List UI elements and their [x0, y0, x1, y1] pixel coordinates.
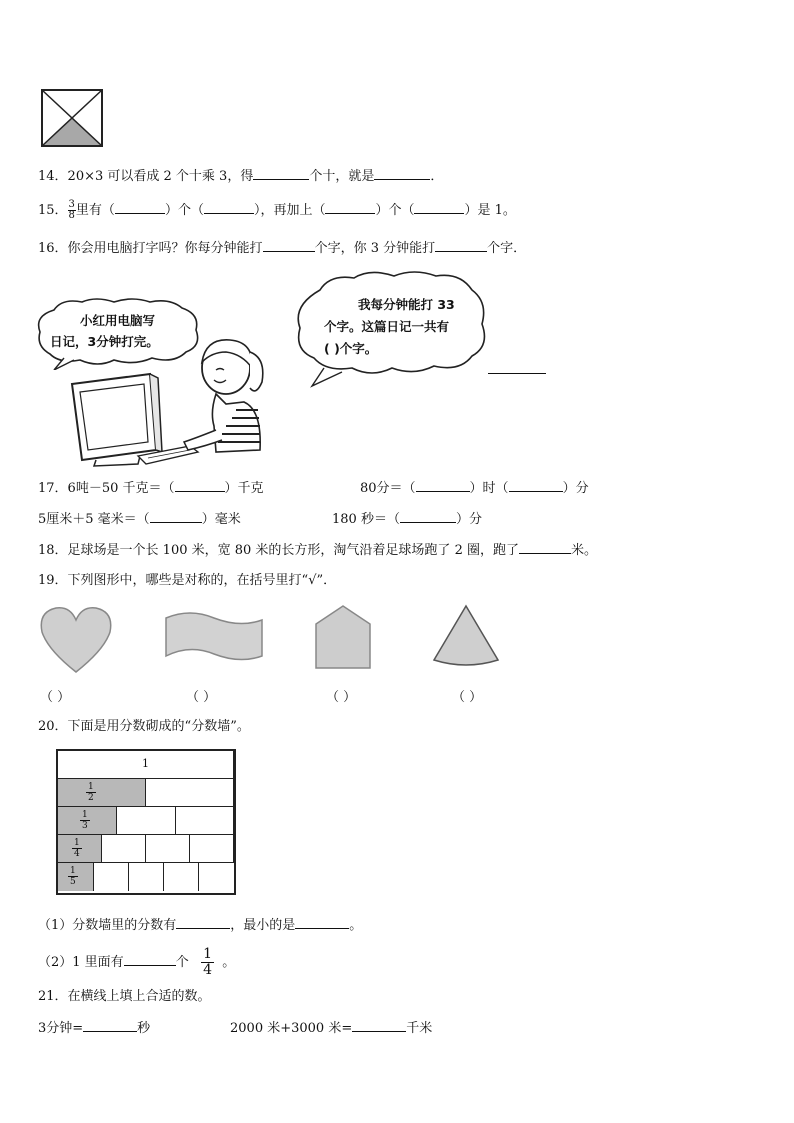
question-17-d: 180 秒＝（ ）分: [332, 509, 482, 529]
q15-blank-2[interactable]: [204, 200, 254, 214]
q17-blank-c[interactable]: [150, 509, 202, 523]
wave-flag-shape: [162, 610, 266, 666]
question-17-b: 80分＝（ ）时（ ）分: [360, 478, 589, 498]
wall-cell-quarter-shaded: [58, 835, 102, 863]
wall-cell: [129, 863, 164, 891]
q15-number: 15．: [38, 203, 68, 218]
q21-blank-a[interactable]: [83, 1018, 137, 1032]
q16-number: 16．: [38, 241, 68, 256]
question-21-b: 2000 米+3000 米= 千米: [230, 1018, 432, 1038]
q20-number: 20．: [38, 719, 68, 734]
right-cloud-line-1: 我每分钟能打 33: [358, 297, 455, 312]
question-17-c: 5厘米＋5 毫米＝（ ）毫米: [38, 509, 241, 529]
q20-blank-3[interactable]: [124, 952, 176, 966]
wall-cell: [146, 779, 234, 807]
q15-blank-1[interactable]: [115, 200, 165, 214]
fraction-wall: [56, 749, 236, 895]
square-diagonals-figure: [40, 88, 104, 148]
wall-cell: [117, 807, 176, 835]
question-21: 21．在横线上填上合适的数。: [38, 989, 211, 1004]
wall-row-fifths: [58, 863, 234, 891]
question-16: 16．你会用电脑打字吗？你每分钟能打 个字，你 3 分钟能打 个字．: [38, 238, 526, 258]
wall-row-thirds: [58, 807, 234, 835]
right-cloud-line-3: ( )个字。: [324, 341, 378, 356]
wall-cell: [164, 863, 199, 891]
house-pentagon-shape: [312, 604, 374, 672]
q17-blank-a[interactable]: [175, 478, 225, 492]
q20-blank-2[interactable]: [295, 915, 349, 929]
left-cloud-line-1: 小红用电脑写: [80, 313, 156, 328]
q18-number: 18．: [38, 543, 68, 558]
heart-shape: [38, 604, 114, 676]
q20-blank-1[interactable]: [176, 915, 230, 929]
question-15: 15． $\frac{3}{8}$ 里有（ ）个（ ），再加上（ ）个（ ）是 1。: [38, 199, 516, 221]
q17-number: 17．: [38, 481, 68, 496]
question-20: 20．下面是用分数砌成的“分数墙”。: [38, 719, 250, 734]
wall-label-third: 1 3: [82, 810, 88, 831]
q17-blank-d[interactable]: [400, 509, 456, 523]
q14-blank-1[interactable]: [253, 166, 309, 180]
question-14: 14．20×3 可以看成 2 个十乘 3，得 个十，就是 ．: [38, 166, 443, 186]
question-17-a: 17．6吨－50 千克＝（ ）千克: [38, 478, 264, 498]
q16-blank-1[interactable]: [263, 238, 315, 252]
question-19: 19．下列图形中，哪些是对称的，在括号里打“√”．: [38, 573, 337, 588]
wall-cell: [199, 863, 234, 891]
wall-row-quarters: [58, 835, 234, 863]
right-cloud-line-2: 个字。这篇日记一共有: [324, 319, 450, 334]
q16-blank-2[interactable]: [435, 238, 487, 252]
wall-cell: [102, 835, 146, 863]
wall-row-halves: [58, 779, 234, 807]
q18-blank[interactable]: [519, 540, 571, 554]
q15-blank-3[interactable]: [325, 200, 375, 214]
q19-number: 19．: [38, 573, 68, 588]
question-18: 18．足球场是一个长 100 米，宽 80 米的长方形，淘气沿着足球场跑了 2 圈，跑了 米。: [38, 540, 597, 560]
question-20-part-2: （2）1 里面有 个 $\frac{1}{4}$ 。: [38, 946, 236, 978]
wall-cell: [176, 807, 234, 835]
q17-blank-b2[interactable]: [509, 478, 563, 492]
q19-paren-4[interactable]: （ ）: [452, 690, 483, 705]
q17-blank-b1[interactable]: [416, 478, 470, 492]
question-20-part-1: （1）分数墙里的分数有 ，最小的是 。: [38, 915, 362, 935]
q19-paren-2[interactable]: （ ）: [186, 690, 217, 705]
wall-whole-label: 1: [142, 757, 149, 770]
wall-row-whole: [58, 751, 234, 779]
wall-label-quarter: 1 4: [74, 838, 80, 859]
wall-cell-half-shaded: [58, 779, 146, 807]
q21-blank-b[interactable]: [352, 1018, 406, 1032]
wall-cell-fifth-shaded: [58, 863, 94, 891]
question-21-a: 3分钟= 秒: [38, 1018, 150, 1038]
q14-number: 14．: [38, 169, 68, 184]
q19-paren-3[interactable]: （ ）: [326, 690, 357, 705]
wall-cell: [94, 863, 129, 891]
q21-number: 21．: [38, 989, 68, 1004]
fan-sector-shape: [430, 604, 502, 670]
left-cloud-line-2: 日记，3分钟打完。: [50, 334, 159, 349]
girl-at-computer-illustration: [66, 318, 276, 468]
q16-answer-line[interactable]: [488, 373, 546, 374]
wall-label-half: 1 2: [88, 782, 94, 803]
wall-label-fifth: 1 5: [70, 866, 76, 887]
q20-fraction-quarter: $\frac{1}{4}$: [203, 946, 213, 978]
q15-fraction: $\frac{3}{8}$: [68, 199, 75, 221]
wall-cell: [190, 835, 234, 863]
q19-paren-1[interactable]: （ ）: [40, 690, 71, 705]
q15-blank-4[interactable]: [414, 200, 464, 214]
q14-blank-2[interactable]: [374, 166, 430, 180]
wall-cell-third-shaded: [58, 807, 117, 835]
wall-cell: [146, 835, 190, 863]
